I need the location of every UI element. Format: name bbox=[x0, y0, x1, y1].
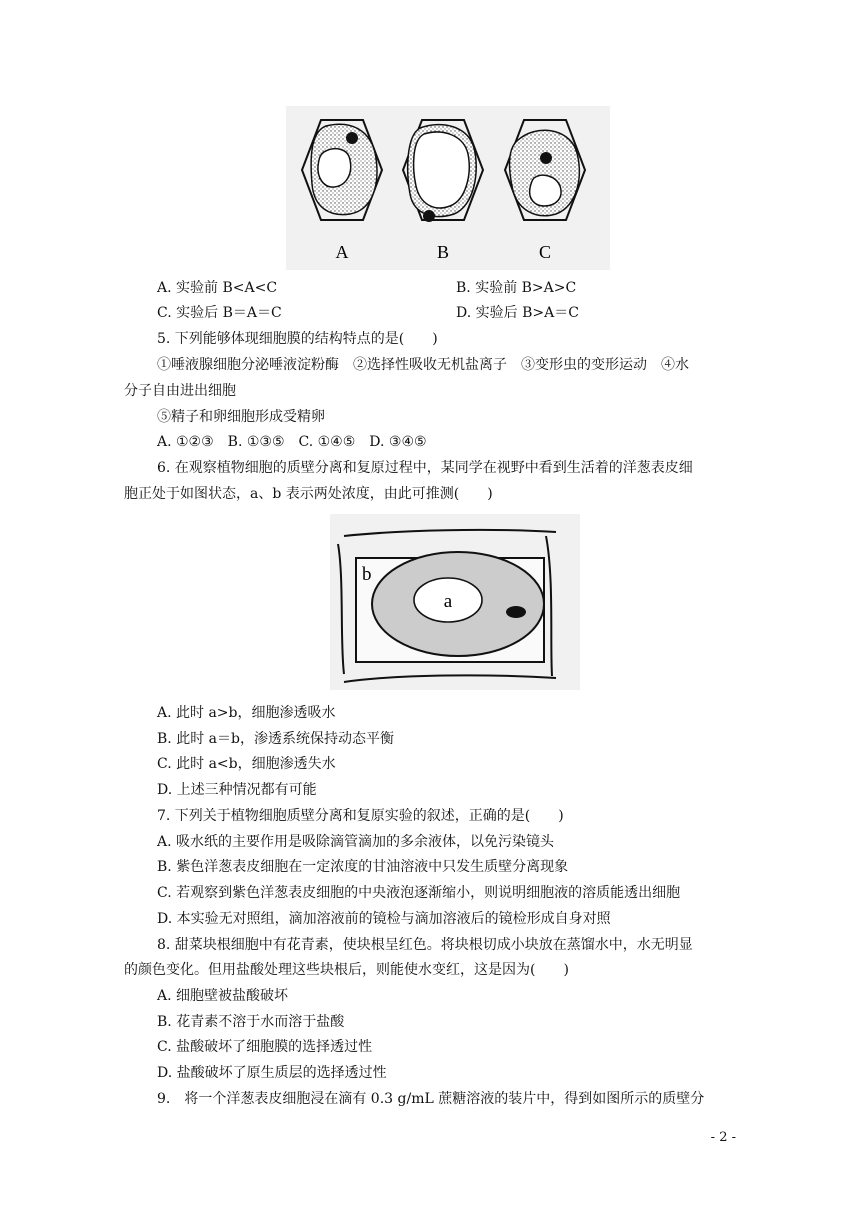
label-outer-b: b bbox=[362, 564, 372, 585]
q6-option-d: D. 上述三种情况都有可能 bbox=[157, 782, 317, 798]
label-a: A bbox=[335, 242, 349, 262]
q8-option-a: A. 细胞壁被盐酸破坏 bbox=[157, 988, 289, 1004]
q6-stem-line2: 胞正处于如图状态，a、b 表示两处浓度，由此可推测( ) bbox=[124, 486, 493, 502]
q5-items-line3: ⑤精子和卵细胞形成受精卵 bbox=[157, 409, 325, 425]
q5-stem: 5. 下列能够体现细胞膜的结构特点的是( ) bbox=[157, 331, 438, 347]
q7-stem: 7. 下列关于植物细胞质壁分离和复原实验的叙述，正确的是( ) bbox=[157, 808, 564, 824]
q5-options: A. ①②③ B. ①③⑤ C. ①④⑤ D. ③④⑤ bbox=[157, 434, 427, 450]
label-b: B bbox=[436, 242, 450, 262]
q7-option-c: C. 若观察到紫色洋葱表皮细胞的中央液泡逐渐缩小，则说明细胞液的溶质能透出细胞 bbox=[157, 885, 681, 901]
q9-stem-line1: 9. 将一个洋葱表皮细胞浸在滴有 0.3 g/mL 蔗糖溶液的装片中，得到如图所示的质壁分 bbox=[157, 1091, 705, 1107]
q8-stem-line2: 的颜色变化。但用盐酸处理这些块根后，则能使水变红，这是因为( ) bbox=[124, 962, 569, 978]
q7-option-b: B. 紫色洋葱表皮细胞在一定浓度的甘油溶液中只发生质壁分离现象 bbox=[157, 859, 569, 875]
q8-option-c: C. 盐酸破坏了细胞膜的选择透过性 bbox=[157, 1039, 373, 1055]
q4-option-a: A. 实验前 B<A<C bbox=[157, 280, 278, 296]
q8-option-d: D. 盐酸破坏了原生质层的选择透过性 bbox=[157, 1065, 387, 1081]
plasmolysis-figure bbox=[330, 514, 580, 690]
q6-option-b: B. 此时 a＝b，渗透系统保持动态平衡 bbox=[157, 731, 394, 747]
q4-option-b: B. 实验前 B>A>C bbox=[456, 280, 577, 296]
q7-option-d: D. 本实验无对照组，滴加溶液前的镜检与滴加溶液后的镜检形成自身对照 bbox=[157, 911, 611, 927]
q7-option-a: A. 吸水纸的主要作用是吸除滴管滴加的多余液体，以免污染镜头 bbox=[157, 834, 555, 850]
q6-option-a: A. 此时 a>b，细胞渗透吸水 bbox=[157, 705, 336, 721]
q6-option-c: C. 此时 a<b，细胞渗透失水 bbox=[157, 756, 336, 772]
page-number: - 2 - bbox=[710, 1130, 736, 1145]
label-inner-a: a bbox=[443, 591, 453, 612]
q8-stem-line1: 8. 甜菜块根细胞中有花青素，使块根呈红色。将块根切成小块放在蒸馏水中，水无明显 bbox=[157, 937, 693, 953]
q5-items-line1: ①唾液腺细胞分泌唾液淀粉酶 ②选择性吸收无机盐离子 ③变形虫的变形运动 ④水 bbox=[157, 357, 689, 373]
cell-figure-abc bbox=[286, 106, 610, 270]
q4-option-d: D. 实验后 B>A＝C bbox=[456, 305, 579, 321]
q6-stem-line1: 6. 在观察植物细胞的质壁分离和复原过程中，某同学在视野中看到生活着的洋葱表皮细 bbox=[157, 460, 693, 476]
label-c: C bbox=[538, 242, 552, 262]
q8-option-b: B. 花青素不溶于水而溶于盐酸 bbox=[157, 1014, 345, 1030]
q4-option-c: C. 实验后 B＝A＝C bbox=[157, 305, 282, 321]
q5-items-line2: 分子自由进出细胞 bbox=[124, 383, 236, 399]
